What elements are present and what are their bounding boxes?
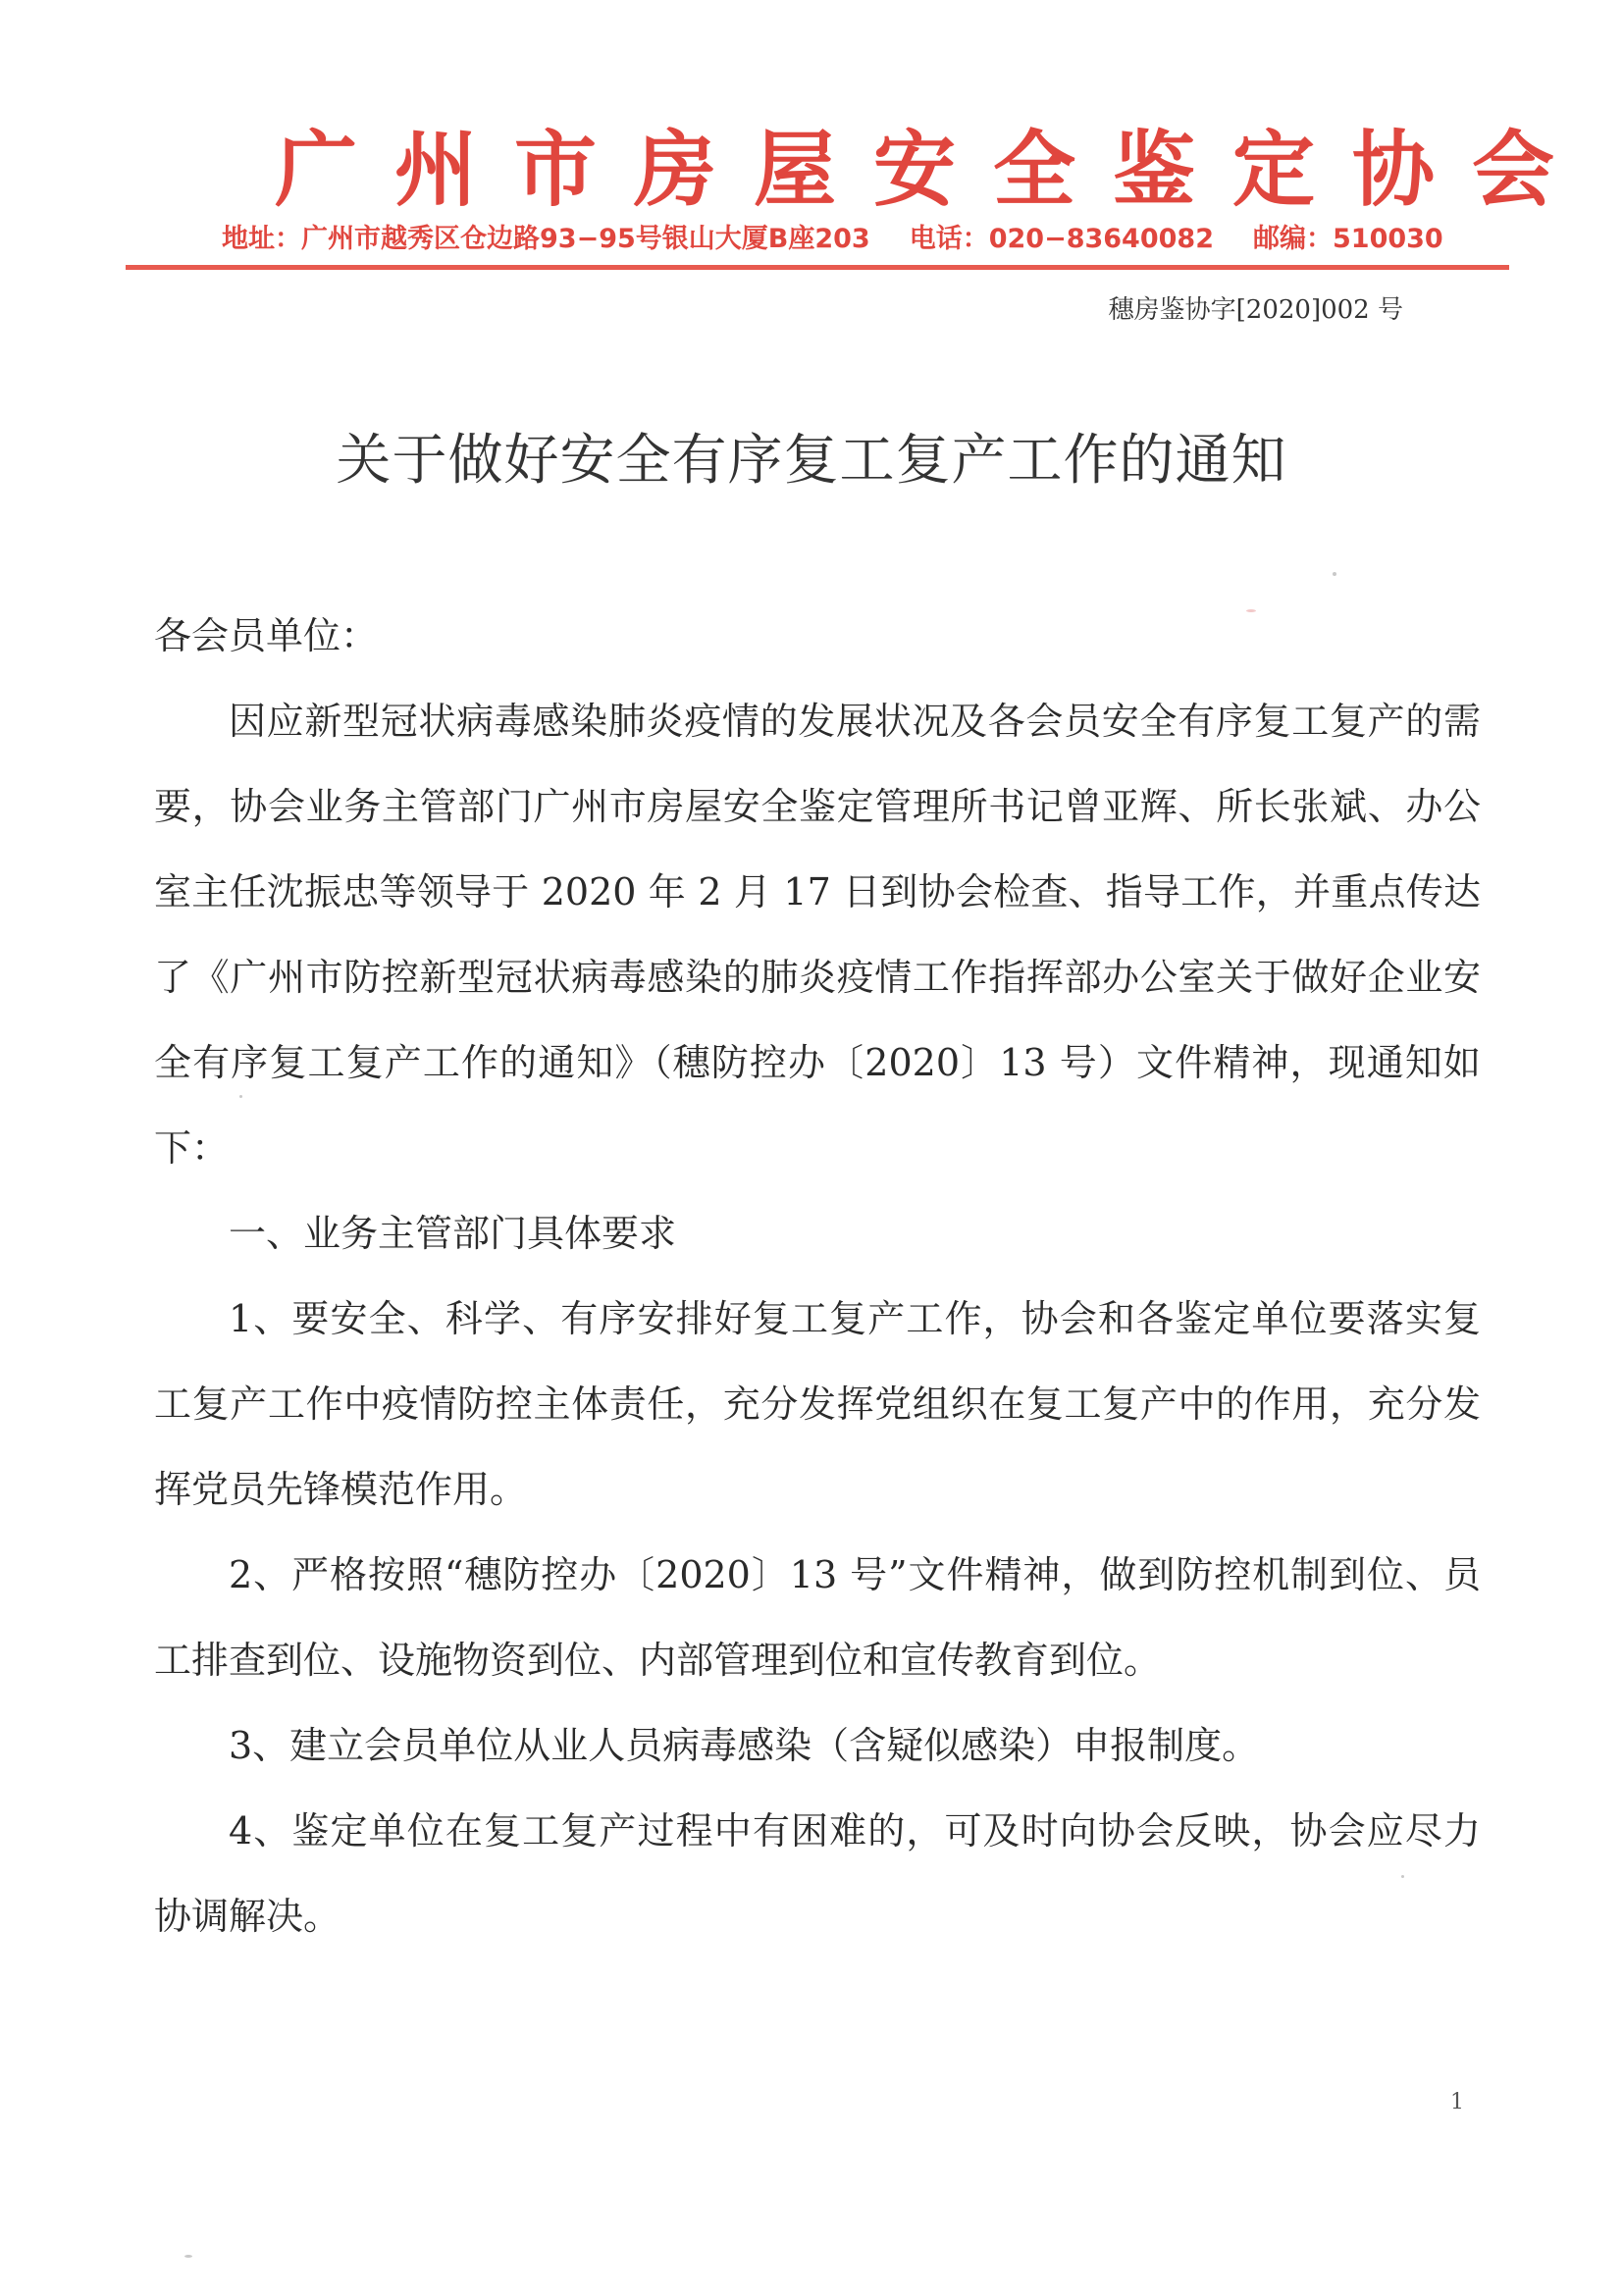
scan-speck bbox=[1333, 572, 1336, 576]
letterhead-organization-name: 广州市房屋安全鉴定协会 bbox=[275, 121, 1593, 218]
scan-speck bbox=[1246, 609, 1256, 612]
letterhead-phone: 电话：020−83640082 bbox=[909, 224, 1214, 254]
salutation: 各会员单位： bbox=[154, 614, 379, 657]
section-heading: 一、业务主管部门具体要求 bbox=[229, 1212, 677, 1255]
letterhead-divider bbox=[126, 265, 1509, 270]
scan-speck bbox=[184, 2255, 192, 2258]
paragraph-item-1: 1、要安全、科学、有序安排好复工复产工作，协会和各鉴定单位要落实复工复产工作中疫情防控主体责任，充分发挥党组织在复工复产中的作用，充分发挥党员先锋模范作用。 bbox=[154, 1297, 1481, 1511]
page-number: 1 bbox=[1450, 2090, 1464, 2114]
letterhead-address: 地址：广州市越秀区仓边路93−95号银山大厦B座203 bbox=[222, 224, 870, 254]
paragraph-item-4: 4、鉴定单位在复工复产过程中有困难的，可及时向协会反映，协会应尽力协调解决。 bbox=[154, 1809, 1481, 1938]
document-body bbox=[154, 594, 1481, 1959]
paragraph-intro: 因应新型冠状病毒感染肺炎疫情的发展状况及各会员安全有序复工复产的需要，协会业务主管部门广州市房屋安全鉴定管理所书记曾亚辉、所长张斌、办公室主任沈振忠等领导于 2020 年 2 月 17 日到协会检查、指导工作，并重点传达了《广州市防控新型冠状病毒感染的肺炎疫情工作指挥部办公室关于做好企业安全有序复工复产工作的通知》（穗防控办〔2020〕13 号）文件精神，现通知如下： bbox=[154, 700, 1481, 1170]
scan-speck bbox=[239, 1095, 242, 1098]
document-title: 关于做好安全有序复工复产工作的通知 bbox=[336, 429, 1287, 493]
scan-speck bbox=[1401, 1875, 1404, 1878]
letterhead-postcode: 邮编：510030 bbox=[1253, 224, 1443, 254]
document-number: 穗房鉴协字[2020]002 号 bbox=[1108, 295, 1403, 325]
paragraph-item-2: 2、严格按照“穗防控办〔2020〕13 号”文件精神，做到防控机制到位、员工排查到位、设施物资到位、内部管理到位和宣传教育到位。 bbox=[154, 1553, 1481, 1682]
paragraph-item-3: 3、建立会员单位从业人员病毒感染（含疑似感染）申报制度。 bbox=[229, 1724, 1260, 1767]
letterhead-contact-line bbox=[222, 220, 1443, 259]
